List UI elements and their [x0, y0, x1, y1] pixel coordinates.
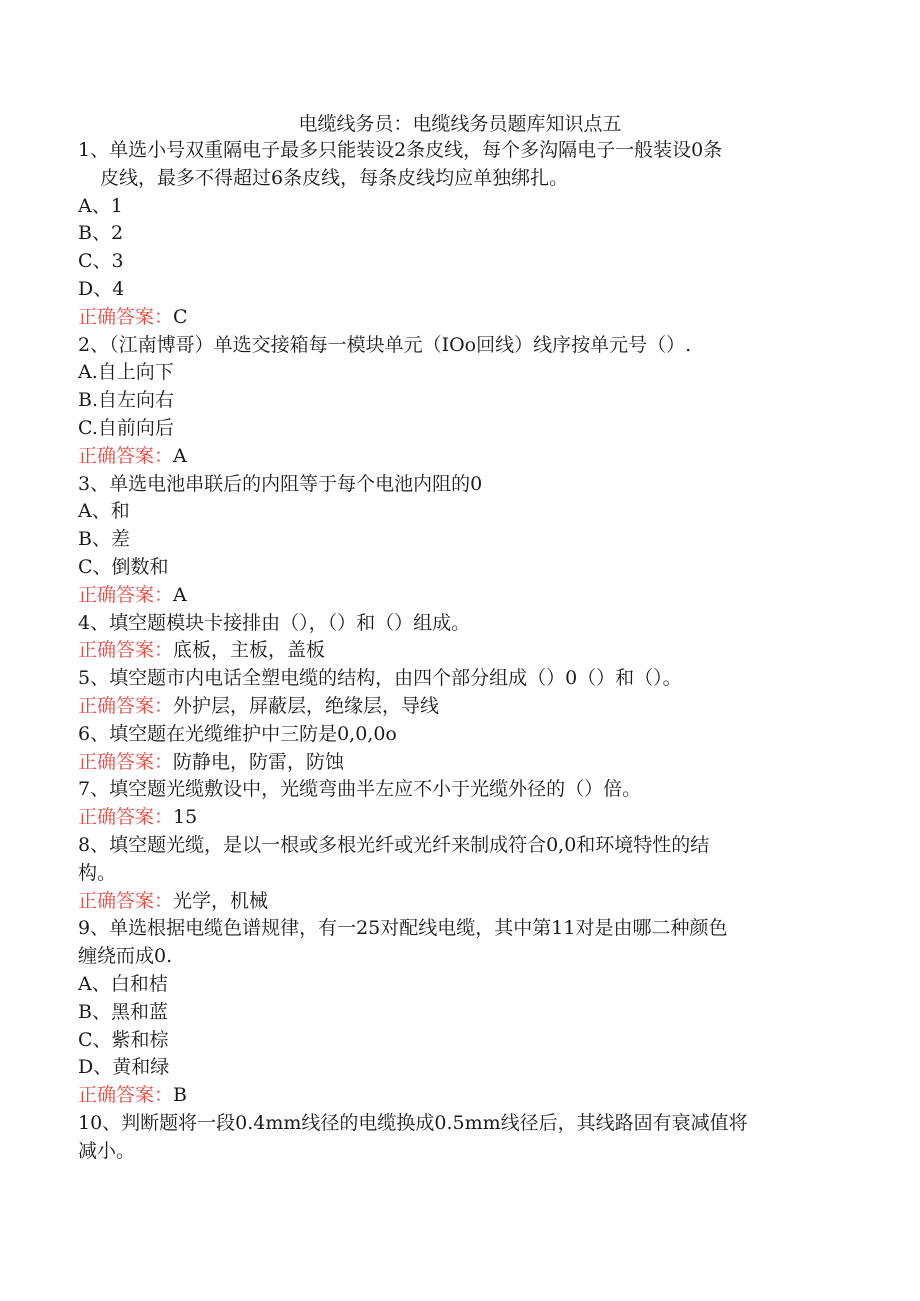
- answer-label: 正确答案：: [78, 444, 174, 467]
- question-text: 7、填空题光缆敷设中，光缆弯曲半左应不小于光缆外径的（）倍。: [78, 778, 642, 801]
- question-text: 6、填空题在光缆维护中三防是0,0,0o: [78, 722, 397, 745]
- option: B、差: [78, 528, 130, 551]
- question-text: 5、填空题市内电话全塑电缆的结构，由四个部分组成（）0（）和（）。: [78, 667, 682, 690]
- answer-value: A: [173, 444, 187, 467]
- option: C、倒数和: [78, 555, 169, 578]
- answer-label: 正确答案：: [78, 889, 174, 912]
- answer-value: A: [173, 583, 187, 606]
- question-text: 减小。: [78, 1139, 136, 1162]
- question-text: 8、填空题光缆，是以一根或多根光纤或光纤来制成符合0,0和环境特性的结: [78, 833, 710, 856]
- option: B、黑和蓝: [78, 1000, 168, 1023]
- answer-label: 正确答案：: [78, 806, 174, 829]
- answer-label: 正确答案：: [78, 305, 174, 328]
- option: D、4: [78, 277, 125, 300]
- option: A、1: [78, 194, 123, 217]
- option: A、和: [78, 500, 130, 523]
- question-6: [78, 721, 838, 777]
- answer-line: [78, 1082, 838, 1110]
- answer-line: [78, 693, 838, 721]
- option: A.自上向下: [78, 361, 174, 384]
- answer-line: [78, 804, 838, 832]
- answer-line: [78, 582, 838, 610]
- option: B.自左向右: [78, 389, 175, 412]
- question-5: [78, 665, 838, 721]
- answer-value: 防静电，防雷，防蚀: [173, 750, 345, 773]
- answer-value: C: [173, 305, 188, 328]
- answer-line: [78, 888, 838, 916]
- question-text: 构。: [78, 861, 117, 884]
- option: B、2: [78, 222, 124, 245]
- question-8: [78, 832, 838, 915]
- answer-value: 光学，机械: [173, 889, 269, 912]
- answer-value: B: [173, 1084, 187, 1107]
- answer-label: 正确答案：: [78, 639, 174, 662]
- option: C.自前向后: [78, 416, 174, 439]
- answer-value: 15: [173, 806, 198, 829]
- question-text: 1、单选小号双重隔电子最多只能装设2条皮线，每个多沟隔电子一般装设0条: [78, 139, 723, 161]
- question-text: 4、填空题模块卡接排由（），（）和（）组成。: [78, 611, 471, 634]
- question-text: 3、单选电池串联后的内阻等于每个电池内阻的0: [78, 472, 483, 495]
- question-text: 9、单选根据电缆色谱规律，有一25对配线电缆，其中第11对是由哪二种颜色: [78, 917, 728, 940]
- question-10: [78, 1110, 838, 1166]
- option: C、3: [78, 250, 124, 273]
- answer-label: 正确答案：: [78, 583, 174, 606]
- question-1: [78, 137, 838, 332]
- document-title: 电缆线务员：电缆线务员题库知识点五: [298, 113, 622, 135]
- question-7: [78, 776, 838, 832]
- question-4: [78, 610, 838, 666]
- option: D、黄和绿: [78, 1056, 170, 1079]
- answer-label: 正确答案：: [78, 1084, 174, 1107]
- answer-line: [78, 443, 838, 471]
- answer-value: 底板，主板，盖板: [173, 639, 326, 662]
- answer-label: 正确答案：: [78, 750, 174, 773]
- question-text: 皮线，最多不得超过6条皮线，每条皮线均应单独绑扎。: [100, 166, 569, 189]
- answer-line: [78, 749, 838, 777]
- answer-label: 正确答案：: [78, 694, 174, 717]
- answer-line: [78, 637, 838, 665]
- option: C、紫和棕: [78, 1028, 169, 1051]
- question-list: [78, 137, 838, 1165]
- question-2: [78, 332, 838, 471]
- question-text: 10、判断题将一段0.4mm线径的电缆换成0.5mm线径后，其线路固有衰减值将: [78, 1111, 748, 1134]
- question-text: 2、（江南博哥）单选交接箱每一模块单元（IOo回线）线序按单元号（）.: [78, 333, 692, 356]
- option: A、白和桔: [78, 972, 168, 995]
- answer-value: 外护层，屏蔽层，绝缘层，导线: [173, 694, 440, 717]
- question-9: [78, 915, 838, 1110]
- question-text: 缠绕而成0.: [78, 945, 173, 968]
- question-3: [78, 471, 838, 610]
- answer-line: [78, 304, 838, 332]
